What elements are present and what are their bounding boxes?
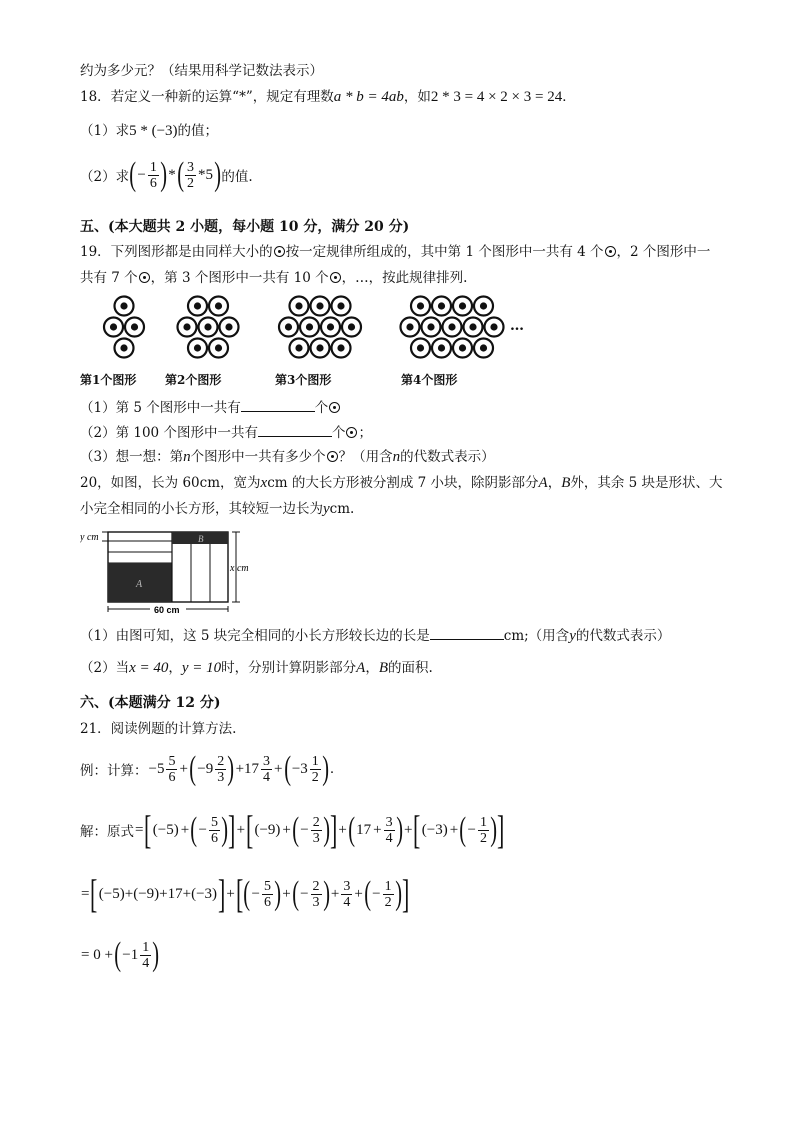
odot-icon xyxy=(329,402,340,413)
rectangle-partition-figure xyxy=(80,522,260,616)
odot-icon xyxy=(274,246,285,257)
q20-part2: （2）当x = 40，y = 10时，分别计算阴影部分A，B的面积. xyxy=(80,660,433,676)
figure-label-4: 第4个图形 xyxy=(401,373,458,387)
q18-part2: （2）求(− $\frac{1}{6}$ )*( $\frac{3}{2}$ *5)的值. xyxy=(80,156,253,193)
odot-center xyxy=(316,302,323,309)
odot-center xyxy=(110,323,117,330)
odot-center xyxy=(295,344,302,351)
odot-center xyxy=(327,323,334,330)
q19-part3: （3）想一想：第n个图形中一共有多少个 ？（用含n的代数式表示） xyxy=(80,449,495,465)
odot-center xyxy=(337,302,344,309)
answer-blank[interactable] xyxy=(258,423,332,437)
odot-center xyxy=(438,344,445,351)
figure-label-3: 第3个图形 xyxy=(275,373,332,387)
odot-center xyxy=(204,323,211,330)
odot-center xyxy=(459,344,466,351)
q21-solution-row1: 解：原式=[(−5) +(− $\frac{5}{6}$ )]+[(−9) +(− $\frac{2}{3}$ )]+(17 + $\frac{3}{4}$ )+[(−3) +(− $\frac{1}{2}$ )] xyxy=(80,807,505,852)
odot-center xyxy=(225,323,232,330)
odot-center xyxy=(194,302,201,309)
odot-center xyxy=(459,302,466,309)
odot-center xyxy=(120,302,127,309)
odot-icon xyxy=(605,246,616,257)
odot-icon xyxy=(139,272,150,283)
odot-center xyxy=(406,323,413,330)
odot-center xyxy=(448,323,455,330)
q19-stem-line1: 19．下列图形都是由同样大小的 按一定规律所组成的，其中第 1 个图形中一共有 4 个 ，2 个图形中一 xyxy=(80,244,711,260)
odot-icon xyxy=(327,451,338,462)
figure-label-2: 第2个图形 xyxy=(165,373,222,387)
q21-example: 例：计算：−5 $\frac{5}{6}$ +(−9 $\frac{2}{3}$ )+17 $\frac{3}{4}$ +(−3 $\frac{1}{2}$ ). xyxy=(80,750,334,787)
op-example: 2 * 3 = 4 × 2 × 3 = 24 xyxy=(430,89,563,105)
odot-center xyxy=(438,302,445,309)
odot-center xyxy=(194,344,201,351)
answer-blank[interactable] xyxy=(241,398,315,412)
odot-center xyxy=(285,323,292,330)
odot-icon xyxy=(330,272,341,283)
q20-stem-line1: 20，如图，长为 60cm，宽为xcm 的大长方形被分割成 7 小块，除阴影部分A，B外，其余 5 块是形状、大 xyxy=(80,475,723,491)
q21-intro: 21．阅读例题的计算方法. xyxy=(80,721,237,737)
odot-center xyxy=(490,323,497,330)
figure-label-1: 第1个图形 xyxy=(80,373,137,387)
odot-center xyxy=(295,302,302,309)
q20-stem-line2: 小完全相同的小长方形，其较短一边长为ycm. xyxy=(80,501,355,517)
odot-center xyxy=(215,344,222,351)
q19-part1: （1）第 5 个图形中一共有 个 xyxy=(80,398,341,417)
section-5-title: 五、(本大题共 2 小题，每小题 10 分，满分 20 分) xyxy=(80,219,410,235)
label-b: B xyxy=(198,534,204,544)
q20-part1: （1）由图可知，这 5 块完全相同的小长方形较长边的长是 cm;（用含y的代数式表示） xyxy=(80,628,671,644)
section-6-title: 六、(本题满分 12 分) xyxy=(80,695,221,711)
odot-center xyxy=(183,323,190,330)
odot-center xyxy=(337,344,344,351)
label-ycm: y cm xyxy=(80,532,99,543)
odot-center xyxy=(348,323,355,330)
label-a: A xyxy=(136,579,143,590)
odot-center xyxy=(306,323,313,330)
q18-part1: （1）求5 * (−3)的值； xyxy=(80,123,219,139)
odot-center xyxy=(120,344,127,351)
q18-stem: 18．若定义一种新的运算“*”，规定有理数a * b = 4ab，如2 * 3 = 4 × 2 × 3 = 24． xyxy=(80,89,576,105)
odot-center xyxy=(131,323,138,330)
label-xcm: x cm xyxy=(230,563,249,574)
q21-solution-row3: = 0 +(−1 $\frac{1}{4}$ ) xyxy=(81,936,160,973)
odot-center xyxy=(480,302,487,309)
q21-solution-row2: =[(−5)+(−9)+17+(−3)]+[(− $\frac{5}{6}$ )+(− $\frac{2}{3}$ )+ $\frac{3}{4}$ +(− $\frac{1}{2}$ )] xyxy=(81,871,410,916)
q19-part2: （2）第 100 个图形中一共有 个 ； xyxy=(80,425,372,441)
odot-center xyxy=(469,323,476,330)
odot-icon xyxy=(346,427,357,438)
q19-stem-line2: 共有 7 个 ，第 3 个图形中一共有 10 个 ，…，按此规律排列. xyxy=(80,270,468,286)
op-definition: a * b = 4ab xyxy=(333,89,404,105)
figure-ellipsis: … xyxy=(510,318,524,334)
odot-center xyxy=(480,344,487,351)
odot-center xyxy=(427,323,434,330)
answer-blank[interactable] xyxy=(430,626,504,640)
odot-center xyxy=(316,344,323,351)
carry-over-line: 约为多少元？（结果用科学记数法表示） xyxy=(80,63,323,79)
odot-center xyxy=(417,344,424,351)
odot-center xyxy=(417,302,424,309)
odot-center xyxy=(215,302,222,309)
circle-pattern-figure xyxy=(80,293,540,361)
label-60cm: 60 cm xyxy=(154,605,180,615)
